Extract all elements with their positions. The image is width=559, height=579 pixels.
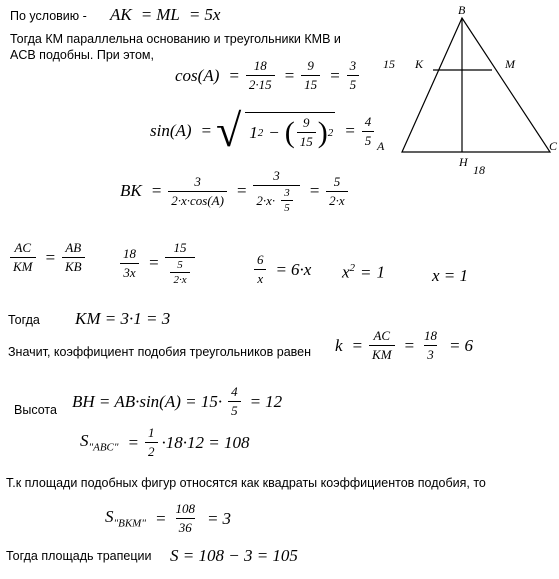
label-b: B [458,3,466,17]
label-a: A [377,139,385,153]
sin-equation: sin(A) = √ 1 2 − ( $\frac{9}{15}$ ) 2 = $\frac{4}{5}$ [150,108,378,154]
area-bkm-equation: $S_{"BKM"}$ = $\frac{108}{36}$ = 3 [105,501,231,535]
condition-label: По условию - [10,9,87,23]
k-equation: k = $\frac{AC}{KM}$ = $\frac{18}{3}$ = 6 [335,328,473,362]
x-squared-equation: $x^2 = 1$ [342,262,386,282]
bh-equation: BH = AB·sin(A) = 15· $\frac{4}{5}$ = 12 [72,384,283,418]
k-label: Значит, коэффициент подобия треугольников равен [8,345,311,359]
paragraph-1-line-1: Тогда КМ параллельна основанию и треугольники КМВ и [10,32,341,46]
solve-equation: $\frac{6}{x}$ = 6·x [252,252,315,287]
substitution-equation: $\frac{18}{3x}$ = $\frac{15}{\frac{5}{2\cdot x}}$ [118,240,199,286]
height-label: Высота [14,403,57,417]
label-k: K [415,57,424,71]
condition-equation: AK = ML = 5x [110,5,221,24]
five-x: 5x [204,5,221,24]
triangle-figure [375,0,559,180]
label-h: H [459,155,468,169]
x-value: x = 1 [432,266,469,285]
similarity-ratio: $\frac{AC}{KM}$ = $\frac{AB}{KB}$ [8,240,89,275]
km-label: Тогда [8,313,40,327]
paragraph-1-line-2: ACB подобны. При этом, [10,48,154,62]
paragraph-2: Т.к площади подобных фигур относятся как квадраты коэффициентов подобия, то [6,476,486,490]
ml: ML [156,5,180,24]
triangle-abc [402,18,550,152]
label-side-15: 15 [383,57,395,71]
label-c: C [549,139,558,153]
km-equation: KM = 3·1 = 3 [75,309,171,328]
trapezoid-label: Тогда площадь трапеции [6,549,152,563]
label-base-18: 18 [473,163,485,177]
label-m: M [505,57,515,71]
ak: AK [110,5,132,24]
area-abc-equation: $S_{"ABC"}$ = $\frac{1}{2}$ ·18·12 = 108 [80,425,250,459]
cos-equation: cos(A) = $\frac{18}{2\cdot 15}$ = $\frac{9}{15}$ = $\frac{3}{5}$ [175,58,363,93]
trapezoid-area-equation: S = 108 − 3 = 105 [170,546,298,565]
bk-equation: BK = $\frac{3}{2\cdot x\cdot\cos(A)}$ = 3 2·x· $\frac{3}{5}$ = $\frac{5}{2\cdot x}$ [120,168,352,214]
